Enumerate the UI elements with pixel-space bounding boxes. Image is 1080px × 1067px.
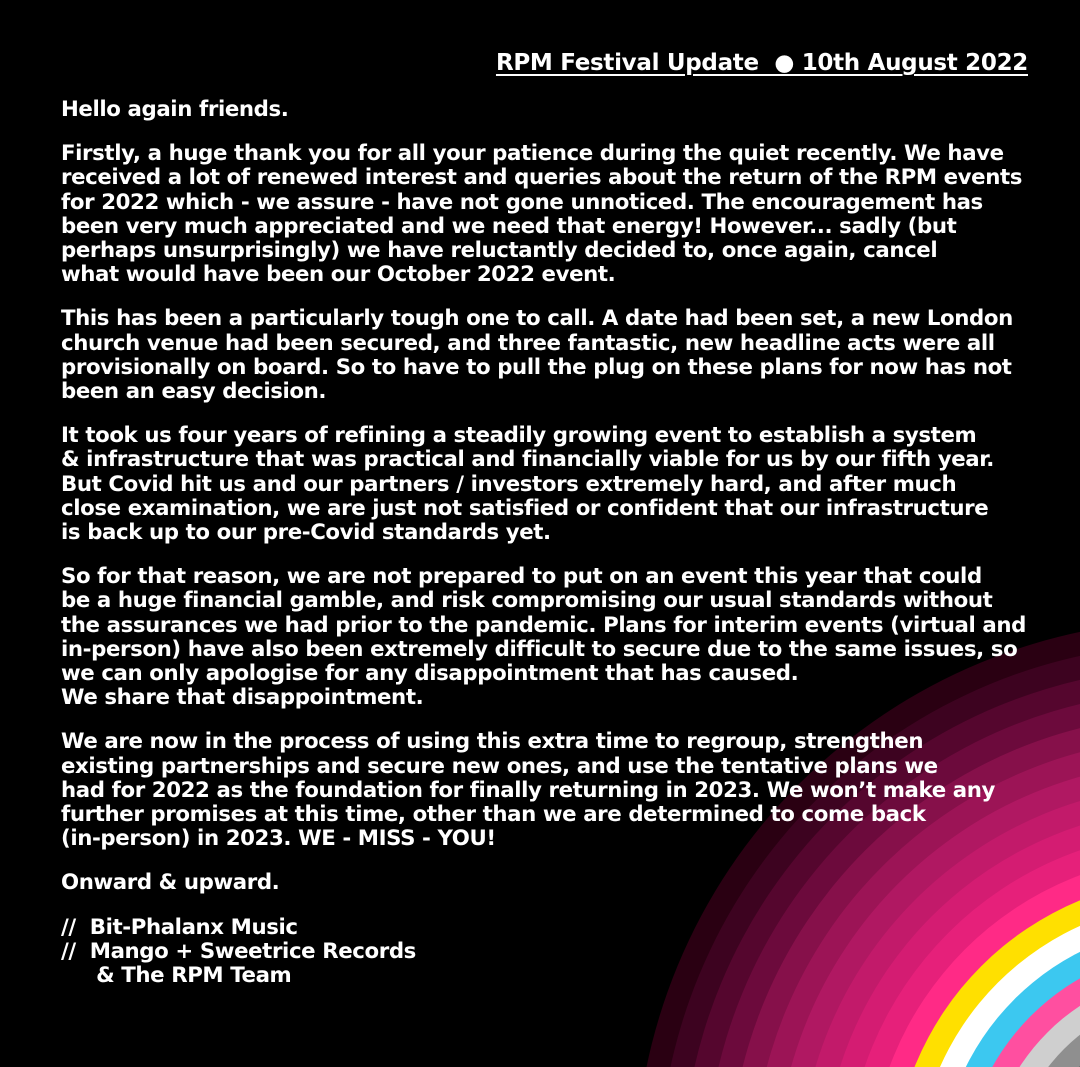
signature-line: // Bit-Phalanx Music xyxy=(61,914,298,940)
letter-line: church venue had been secured, and three fantastic, new headline acts were all xyxy=(61,330,995,356)
letter-line: So for that reason, we are not prepared to put on an event this year that could xyxy=(61,564,982,590)
letter-line: had for 2022 as the foundation for finally returning in 2023. We won’t make any xyxy=(61,777,995,803)
letter-line: But Covid hit us and our partners / investors extremely hard, and after much xyxy=(61,471,957,497)
letter-line: perhaps unsurprisingly) we have reluctantly decided to, once again, cancel xyxy=(61,238,938,264)
letter-line: We share that disappointment. xyxy=(61,685,424,711)
letter-line: close examination, we are just not satisfied or confident that our infrastructure xyxy=(61,495,989,521)
letter-line: we can only apologise for any disappointment that has caused. xyxy=(61,661,799,687)
letter-body xyxy=(61,98,1051,988)
letter-line: the assurances we had prior to the pandemic. Plans for interim events (virtual and xyxy=(61,612,1026,638)
letter-line: Hello again friends. xyxy=(61,97,289,122)
paragraph-4 xyxy=(61,565,1051,710)
paragraph-2 xyxy=(61,307,1051,404)
letter-line: Firstly, a huge thank you for all your patience during the quiet recently. We have xyxy=(61,141,1004,167)
paragraph-5 xyxy=(61,730,1051,851)
letter-line: what would have been our October 2022 event. xyxy=(61,262,616,288)
letter-line: further promises at this time, other than we are determined to come back xyxy=(61,802,926,828)
letter-line: We are now in the process of using this extra time to regroup, strengthen xyxy=(61,729,924,755)
signature-line: & The RPM Team xyxy=(61,963,292,989)
letter-line: received a lot of renewed interest and queries about the return of the RPM events xyxy=(61,165,1023,191)
letter-line: This has been a particularly tough one to call. A date had been set, a new London xyxy=(61,306,1013,332)
letter-line: is back up to our pre-Covid standards yet. xyxy=(61,520,551,546)
letter-line: Onward & upward. xyxy=(61,870,280,896)
letter-line: been an easy decision. xyxy=(61,379,327,405)
letter-line: (in-person) in 2023. WE - MISS - YOU! xyxy=(61,826,496,852)
closing xyxy=(61,871,1051,895)
update-header: RPM Festival Update ● 10th August 2022 xyxy=(495,50,1028,76)
letter-line: & infrastructure that was practical and financially viable for us by our fifth year. xyxy=(61,447,994,473)
letter-line: been very much appreciated and we need that energy! However... sadly (but xyxy=(61,213,957,239)
letter-line: existing partnerships and secure new ones, and use the tentative plans we xyxy=(61,753,938,779)
letter-line: It took us four years of refining a steadily growing event to establish a system xyxy=(61,423,977,449)
signature-line: // Mango + Sweetrice Records xyxy=(61,938,416,964)
greeting xyxy=(61,98,1051,122)
letter-line: in-person) have also been extremely difficult to secure due to the same issues, so xyxy=(61,636,1018,662)
signature-block xyxy=(61,916,1051,989)
letter-line: provisionally on board. So to have to pull the plug on these plans for now has not xyxy=(61,354,1012,380)
paragraph-3 xyxy=(61,424,1051,545)
letter-line: be a huge financial gamble, and risk compromising our usual standards without xyxy=(61,588,993,614)
letter-line: for 2022 which - we assure - have not gone unnoticed. The encouragement has xyxy=(61,189,983,215)
paragraph-1 xyxy=(61,142,1051,287)
